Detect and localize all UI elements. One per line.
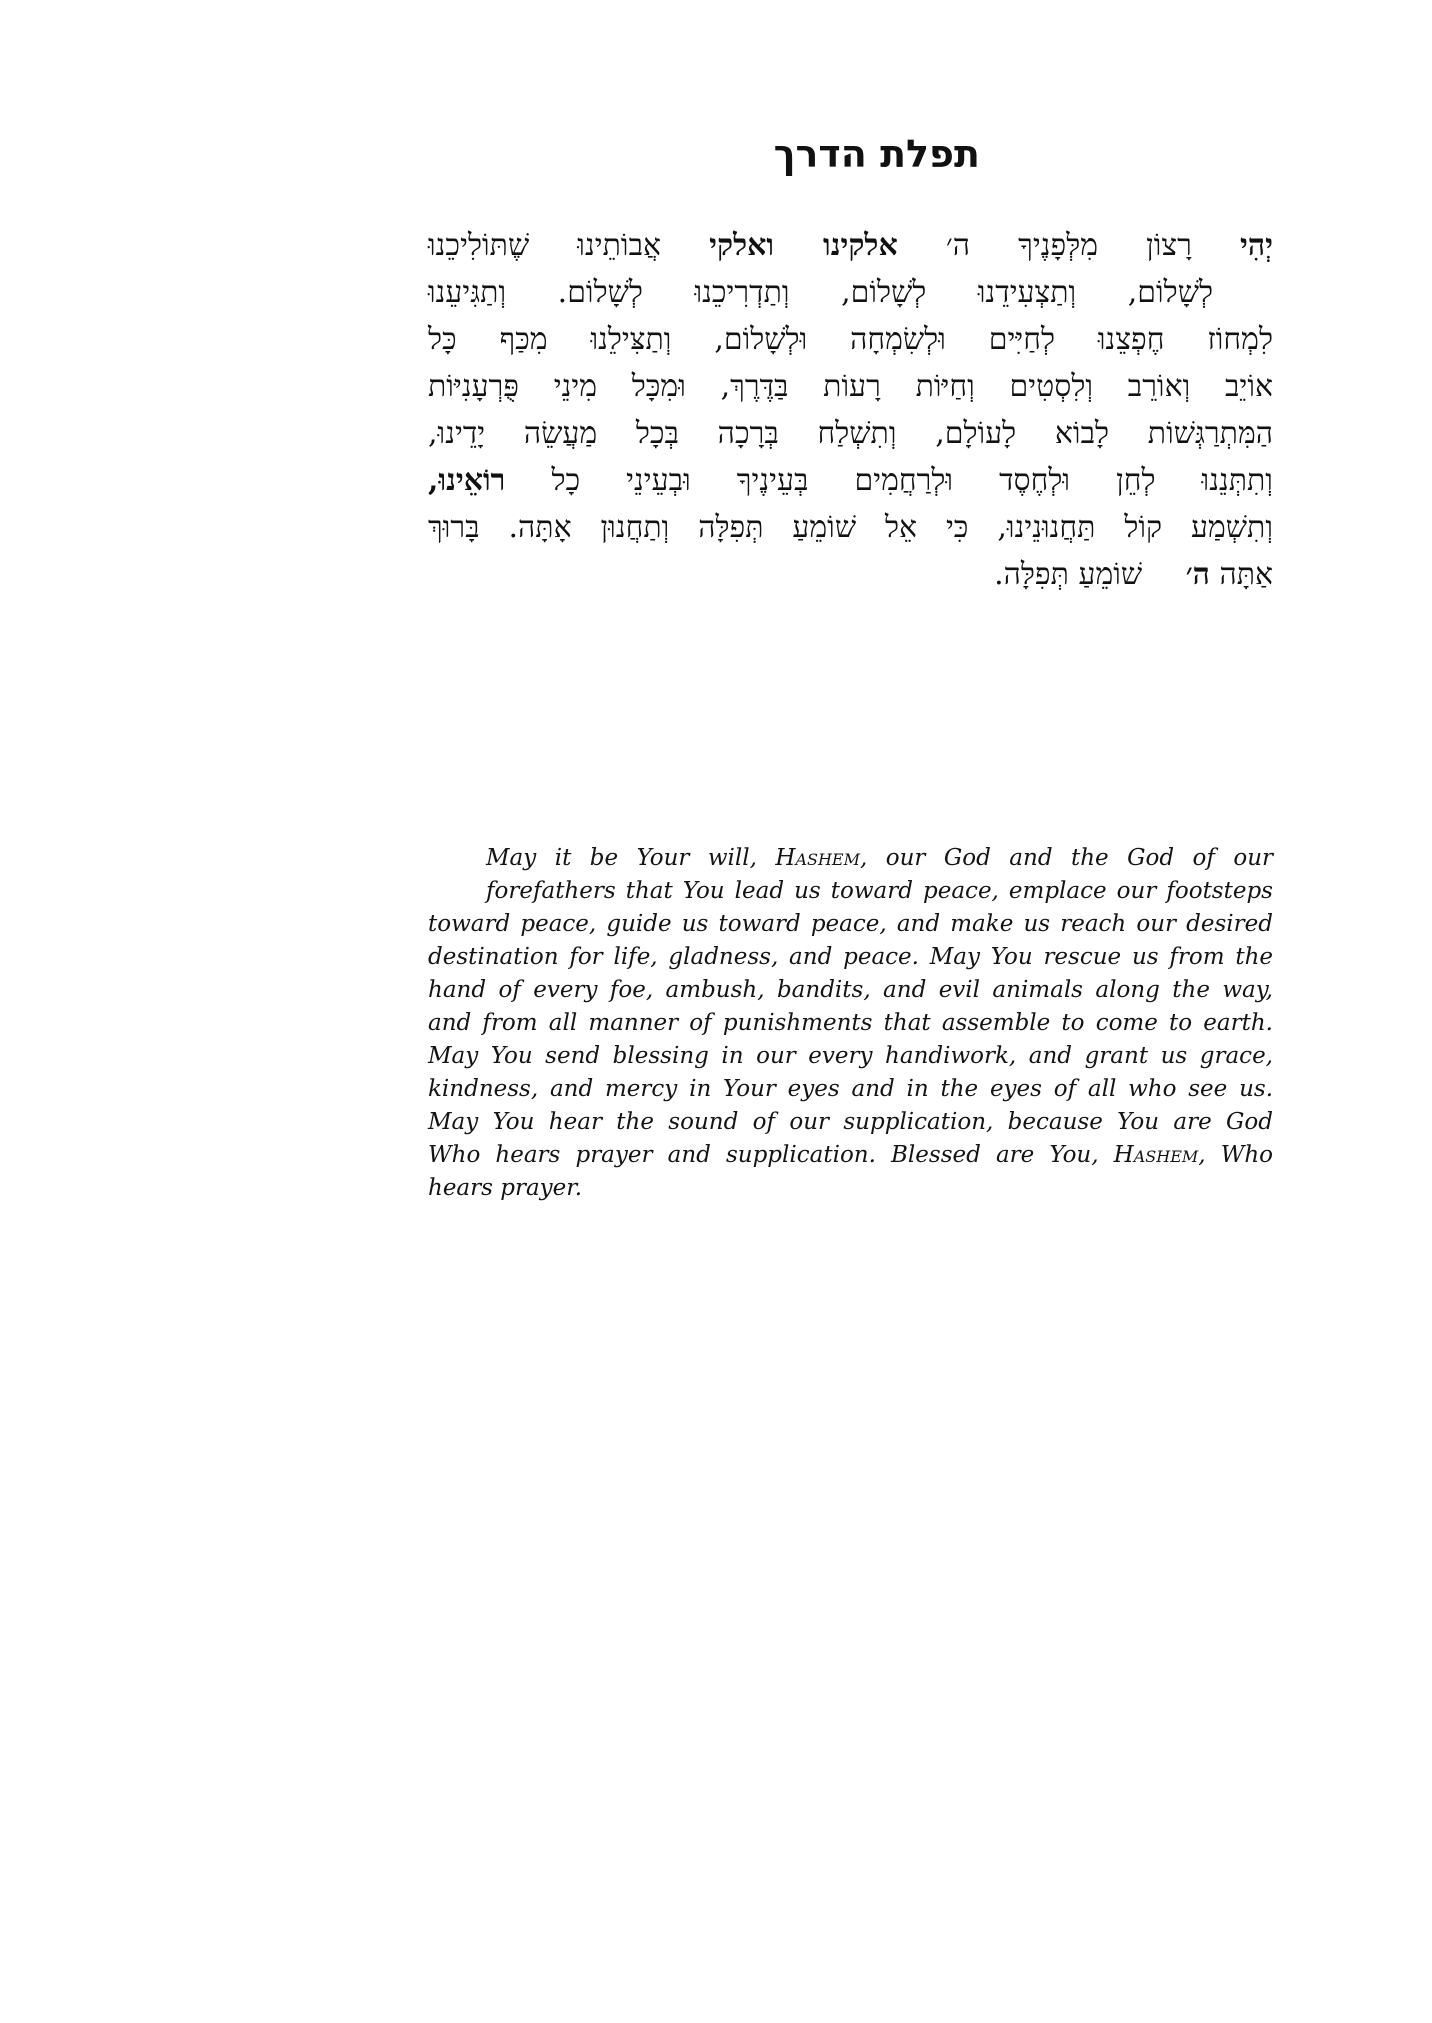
- hebrew-line: [428, 551, 1273, 598]
- english-line: May You send blessing in our every handiwork, and grant us grace,: [428, 1043, 1273, 1069]
- english-line: hears prayer.: [428, 1175, 583, 1201]
- hebrew-text: שׁוֹמֵעַ תְּפִלָּה.: [994, 557, 1143, 592]
- hebrew-line: הַמִּתְרַגְּשׁוֹת לָבוֹא לָעוֹלָם, וְתִשְׁלַח בְּרָכָה בְּכָל מַעֲשֵׂה יָדֵינוּ,: [428, 416, 1273, 451]
- english-line: toward peace, guide us toward peace, and make us reach our desired: [428, 911, 1273, 937]
- english-translation: [428, 842, 1273, 1205]
- hebrew-divine-names: אלקינו ואלקי: [709, 228, 898, 263]
- english-line: forefathers that You lead us toward peace, emplace our footsteps: [486, 878, 1273, 904]
- english-divine-name: Hashem: [1113, 1142, 1199, 1168]
- hebrew-text: וְתִתְּנֵנוּ לְחֵן וּלְחֶסֶד וּלְרַחֲמִים בְּעֵינֶיךָ וּבְעֵינֵי כָל: [551, 463, 1273, 498]
- hebrew-text: אֲבוֹתֵינוּ שֶׁתּוֹלִיכֵנוּ: [428, 228, 662, 263]
- hebrew-line: [428, 457, 1273, 504]
- hebrew-text: אַתָּה: [1219, 557, 1273, 592]
- english-line: May it be Your will, Hashem, our God and the God of our: [486, 845, 1273, 871]
- english-divine-name: Hashem: [775, 845, 860, 871]
- english-line: destination for life, gladness, and peace. May You rescue us from the: [428, 944, 1273, 970]
- english-line: and from all manner of punishments that assemble to come to earth.: [428, 1010, 1273, 1036]
- hebrew-line: אוֹיֵב וְאוֹרֵב וְלִסְטִים וְחַיּוֹת רָעוֹת בַּדֶּרֶךְ, וּמִכָּל מִינֵי פֻּרְעָנִיּוֹת: [428, 369, 1273, 404]
- english-line: Who hears prayer and supplication. Blessed are You, Hashem, Who: [428, 1142, 1273, 1168]
- english-line: kindness, and mercy in Your eyes and in the eyes of all who see us.: [428, 1076, 1273, 1102]
- hebrew-divine-name: ה׳: [1185, 557, 1210, 592]
- hebrew-bold-word: רוֹאֵינוּ,: [428, 463, 506, 498]
- hebrew-line: וְתִשְׁמַע קוֹל תַּחֲנוּנֵינוּ, כִּי אֵל שׁוֹמֵעַ תְּפִלָּה וְתַחֲנוּן אָתָּה. בָּרוּךְ: [428, 510, 1273, 545]
- hebrew-opening-word: יְהִי: [1240, 228, 1273, 263]
- hebrew-text: רָצוֹן מִלְּפָנֶיךָ ה׳: [945, 228, 1192, 263]
- prayer-title: תפלת הדרך: [773, 132, 980, 176]
- hebrew-line: לְשָׁלוֹם, וְתַצְעִידֵנוּ לְשָׁלוֹם, וְתַדְרִיכֵנוּ לְשָׁלוֹם. וְתַגִּיעֵנוּ: [428, 275, 1213, 310]
- english-line: hand of every foe, ambush, bandits, and evil animals along the way,: [428, 977, 1273, 1003]
- hebrew-line: לִמְחוֹז חֶפְצֵנוּ לְחַיִּים וּלְשִׂמְחָה וּלְשָׁלוֹם, וְתַצִּילֵנוּ מִכַּף כָּל: [428, 322, 1273, 357]
- hebrew-prayer-text: [428, 222, 1273, 598]
- hebrew-line: [428, 222, 1273, 269]
- english-line: May You hear the sound of our supplication, because You are God: [428, 1109, 1273, 1135]
